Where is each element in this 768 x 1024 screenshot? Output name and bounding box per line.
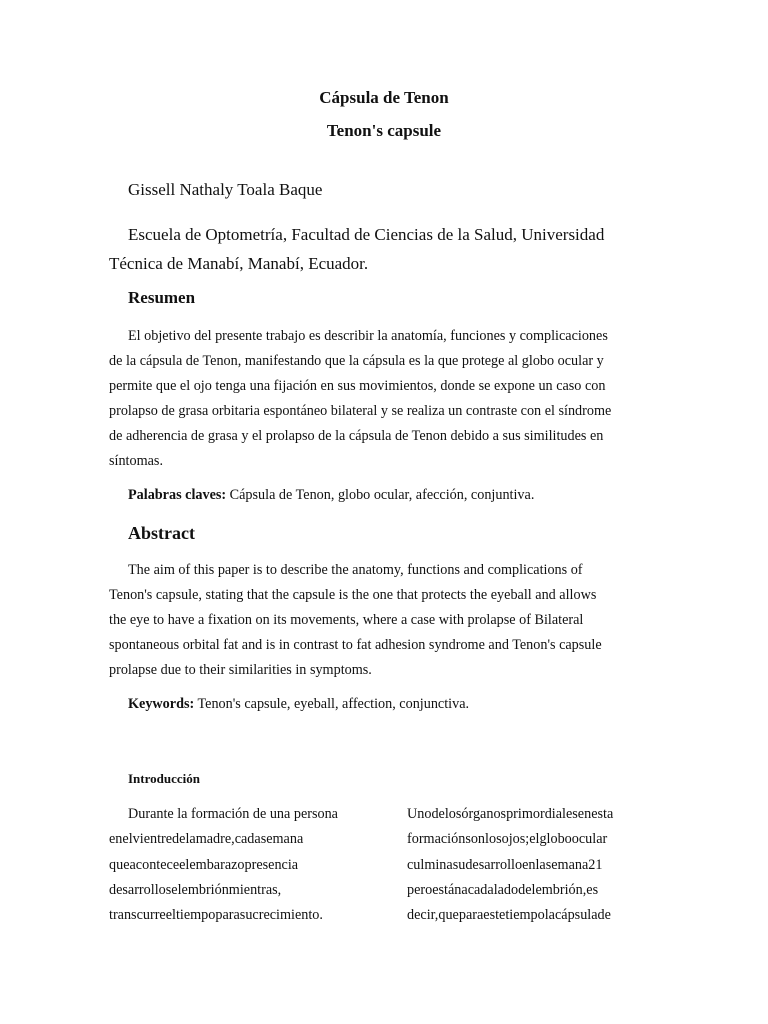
intro-right-line: Unodelosórganosprimordialesenesta: [407, 806, 614, 822]
palabras-claves-list: Cápsula de Tenon, globo ocular, afección, conjuntiva.: [226, 487, 535, 503]
intro-left-line: Durante la formación de una persona: [128, 806, 338, 822]
title-english: Tenon's capsule: [326, 121, 442, 140]
resumen-line: de adherencia de grasa y el prolapso de la cápsula de Tenon debido a sus similitudes en: [109, 428, 604, 445]
resumen-line: El objetivo del presente trabajo es describir la anatomía, funciones y complicaciones: [128, 328, 608, 344]
author-name: Gissell Nathaly Toala Baque: [128, 180, 323, 199]
introduccion-heading: Introducción: [128, 771, 200, 786]
intro-right-line: peroestánacadaladodelembrión,es: [407, 881, 599, 898]
intro-left-column: [109, 802, 362, 928]
resumen-line: prolapso de grasa orbitaria espontáneo bilateral y se realiza un contraste con el síndrome: [109, 403, 612, 420]
intro-left-line: enelvientredelamadre,cadasemana: [109, 831, 304, 848]
keywords-list: Tenon's capsule, eyeball, affection, conjunctiva.: [194, 696, 470, 712]
abstract-line: Tenon's capsule, stating that the capsule is the one that protects the eyeball and allows: [109, 587, 597, 604]
keywords-label: Keywords:: [128, 696, 195, 712]
resumen-line: síntomas.: [109, 453, 163, 470]
title-spanish: Cápsula de Tenon: [319, 88, 449, 107]
keywords: [128, 696, 469, 713]
palabras-claves-label: Palabras claves:: [128, 487, 227, 503]
resumen-line: de la cápsula de Tenon, manifestando que la cápsula es la que protege al globo ocular y: [109, 353, 604, 370]
author-affiliation: Escuela de Optometría, Facultad de Ciencias de la Salud, Universidad Técnica de Manabí, Manabí, Ecuador.: [109, 225, 605, 273]
intro-right-line: culminasudesarrolloenlasemana21: [407, 856, 603, 873]
intro-right-line: decir,queparaestetiempolacápsulade: [407, 907, 611, 924]
intro-left-line: queaconteceelembarazopresencia: [109, 856, 299, 873]
abstract-heading: Abstract: [128, 523, 195, 543]
abstract-line: the eye to have a fixation on its movements, where a case with prolapse of Bilateral: [109, 612, 584, 629]
resumen-paragraph: [109, 324, 662, 475]
resumen-heading: Resumen: [128, 288, 196, 307]
intro-right-line: formaciónsonlosojos;elgloboocular: [407, 831, 608, 848]
abstract-line: spontaneous orbital fat and is in contrast to fat adhesion syndrome and Tenon's capsule: [109, 637, 602, 654]
intro-right-column: [407, 802, 660, 928]
abstract-line: The aim of this paper is to describe the anatomy, functions and complications of: [128, 562, 583, 578]
intro-left-line: desarrolloselembriónmientras,: [109, 881, 282, 898]
palabras-claves: [128, 487, 534, 504]
abstract-paragraph: [109, 558, 662, 683]
resumen-line: permite que el ojo tenga una fijación en sus movimientos, donde se expone un caso con: [109, 378, 606, 395]
intro-left-line: transcurreeltiempoparasucrecimiento.: [109, 907, 323, 924]
abstract-line: prolapse due to their similarities in symptoms.: [109, 662, 372, 679]
